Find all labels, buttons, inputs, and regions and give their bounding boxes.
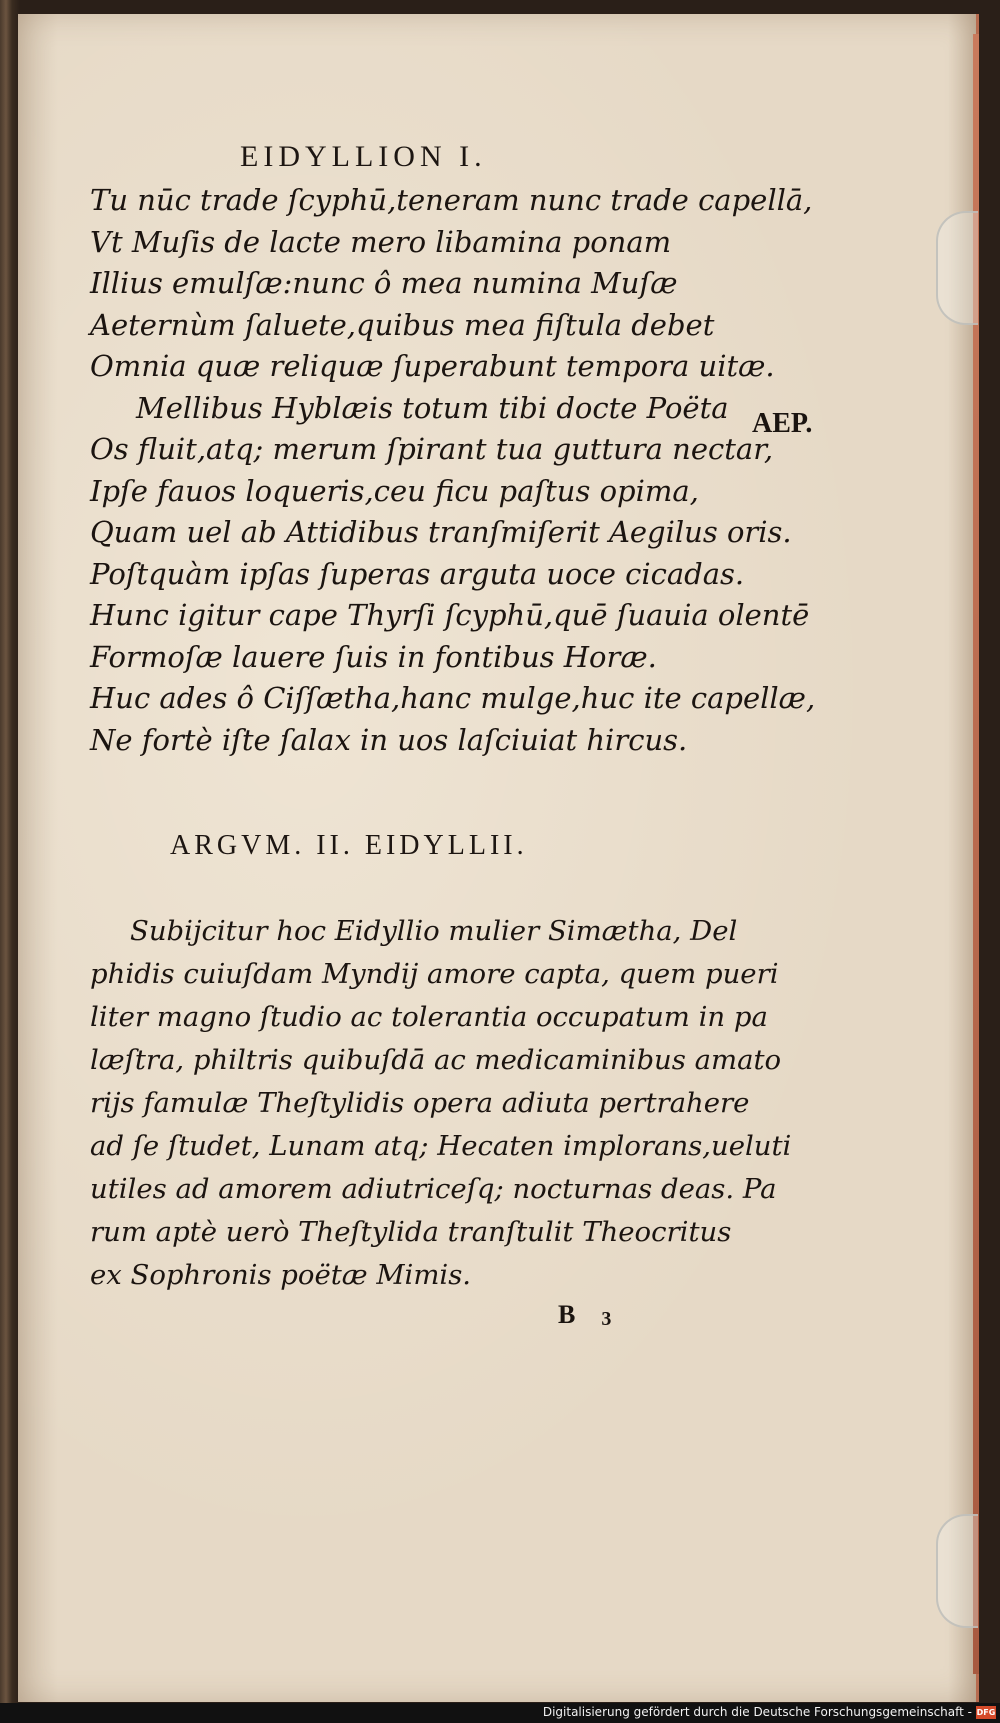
argument-line: læſtra, philtris quibuſdā ac medicaminibus amato <box>90 1044 782 1076</box>
page-clip-top <box>936 211 978 325</box>
verse-line: Huc ades ô Ciſſætha,hanc mulge,huc ite capellæ, <box>90 681 816 715</box>
verse-block <box>90 180 816 761</box>
argument-line: ex Sophronis poëtæ Mimis. <box>90 1259 472 1291</box>
digitization-footer <box>0 1703 1000 1723</box>
argument-line: phidis cuiuſdam Myndij amore capta, quem pueri <box>90 958 779 990</box>
verse-line: Omnia quæ reliquæ ſuperabunt tempora uitæ. <box>90 349 775 383</box>
signature-letter: B <box>558 1300 576 1329</box>
margin-note: AEP. <box>752 408 813 439</box>
argument-line: utiles ad amorem adiutriceſq; nocturnas deas. Pa <box>90 1173 777 1205</box>
argument-line: ad ſe ſtudet, Lunam atq; Hecaten implorans,ueluti <box>90 1130 792 1162</box>
signature-number: 3 <box>601 1308 612 1330</box>
page-clip-bottom <box>936 1514 978 1628</box>
signature-mark <box>558 1300 611 1331</box>
argument-block <box>90 910 792 1297</box>
argument-line: Subijcitur hoc Eidyllio mulier Simætha, Del <box>130 915 738 947</box>
verse-line: Aeternùm ſaluete,quibus mea fiſtula debet <box>90 307 715 342</box>
verse-line: Tu nūc trade ſcyphū,teneram nunc trade capellā, <box>90 183 813 217</box>
page-header: EIDYLLION I. <box>240 140 487 173</box>
verse-line: Poſtquàm ipſas ſuperas arguta uoce cicadas. <box>90 556 745 591</box>
verse-line: Hunc igitur cape Thyrſi ſcyphū,quē ſuauia olentē <box>90 598 810 632</box>
verse-line: Os fluit,atq; merum ſpirant tua guttura nectar, <box>90 432 774 466</box>
argument-line: rum aptè uerò Theſtylida tranſtulit Theocritus <box>90 1216 732 1248</box>
verse-line: Vt Muſis de lacte mero libamina ponam <box>90 224 672 259</box>
verse-line: Mellibus Hyblæis totum tibi docte Poëta <box>136 390 729 425</box>
argument-title: ARGVM. II. EIDYLLII. <box>170 830 528 861</box>
argument-line: liter magno ſtudio ac tolerantia occupatum in pa <box>90 1001 768 1033</box>
verse-line: Quam uel ab Attidibus tranſmiſerit Aegilus oris. <box>90 515 792 549</box>
verse-line: Ne fortè iſte ſalax in uos laſciuiat hircus. <box>90 722 688 757</box>
verse-line: Formoſæ lauere ſuis in fontibus Horæ. <box>90 639 657 674</box>
argument-line: rijs famulæ Theſtylidis opera adiuta pertrahere <box>90 1087 750 1119</box>
verse-line: Ipſe fauos loqueris,ceu ficu paſtus opima, <box>90 473 699 508</box>
dfg-logo-icon: DFG <box>976 1708 996 1717</box>
verse-line: Illius emulſæ:nunc ô mea numina Muſæ <box>90 266 678 300</box>
footer-text: Digitalisierung gefördert durch die Deutsche Forschungsgemeinschaft - <box>542 1705 972 1719</box>
